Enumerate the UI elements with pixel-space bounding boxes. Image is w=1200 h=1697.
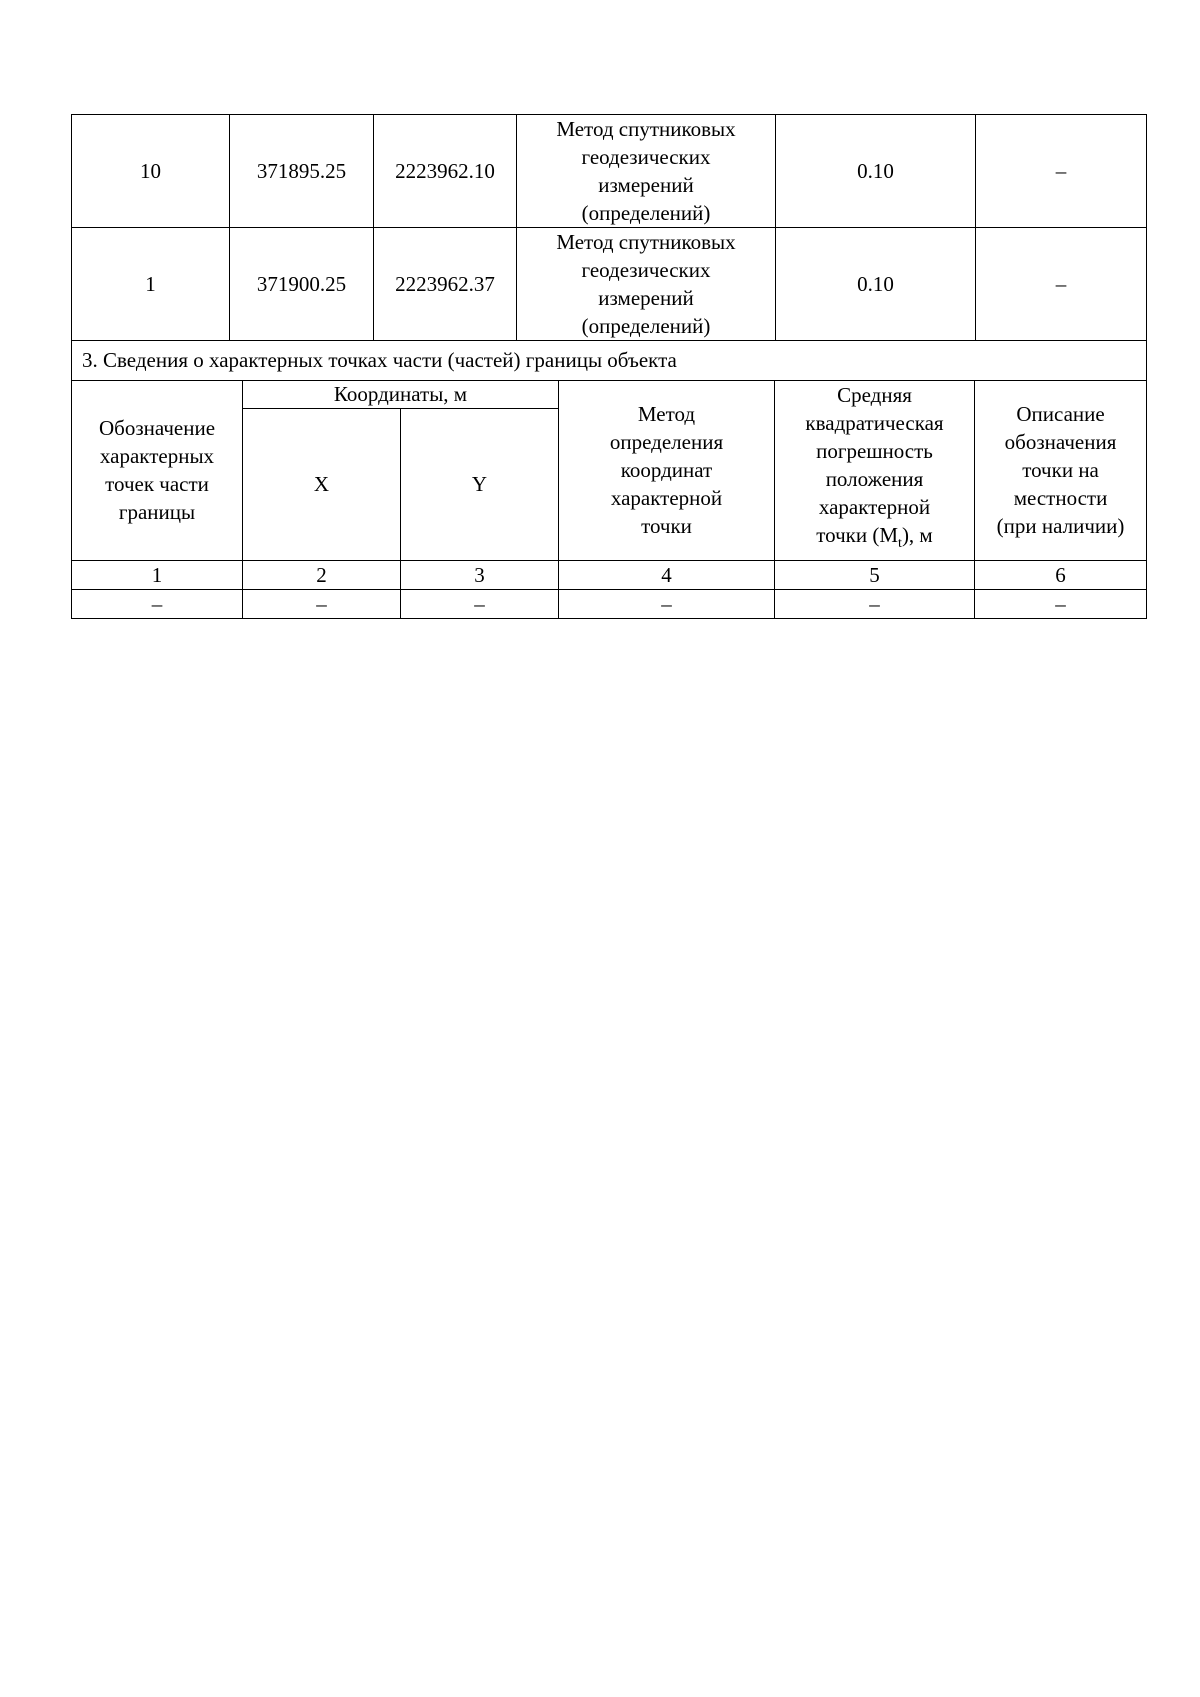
header-line: характерной bbox=[818, 495, 931, 520]
column-number: 5 bbox=[775, 560, 975, 589]
empty-cell: – bbox=[401, 589, 559, 618]
point-cell: 1 bbox=[72, 228, 230, 341]
description-cell: – bbox=[976, 115, 1147, 228]
section-title-row bbox=[72, 340, 1147, 380]
empty-cell: – bbox=[243, 589, 401, 618]
description-cell: – bbox=[976, 228, 1147, 341]
method-line: геодезических bbox=[581, 145, 711, 169]
header-text: ), м bbox=[901, 523, 933, 548]
accuracy-header bbox=[775, 380, 975, 560]
coordinates-header: Координаты, м bbox=[243, 380, 559, 408]
method-line: (определений) bbox=[581, 314, 711, 338]
method-line: Метод спутниковых bbox=[556, 230, 736, 254]
header-line: местности bbox=[1013, 486, 1108, 510]
header-line: характерной bbox=[610, 486, 723, 510]
empty-cell: – bbox=[775, 589, 975, 618]
subscript-text: t bbox=[898, 536, 902, 552]
column-number: 3 bbox=[401, 560, 559, 589]
header-line: границы bbox=[118, 500, 196, 524]
points-table bbox=[71, 114, 1147, 341]
empty-cell: – bbox=[72, 589, 243, 618]
method-line: измерений bbox=[598, 173, 694, 197]
section-title: 3. Сведения о характерных точках части (частей) границы объекта bbox=[72, 340, 1147, 380]
column-number: 6 bbox=[975, 560, 1147, 589]
method-line: измерений bbox=[598, 286, 694, 310]
header-line: точки bbox=[641, 514, 692, 538]
point-cell: 10 bbox=[72, 115, 230, 228]
table-row bbox=[72, 589, 1147, 618]
header-text: точки (M bbox=[816, 523, 899, 548]
empty-cell: – bbox=[975, 589, 1147, 618]
x-header: X bbox=[243, 408, 401, 560]
column-numbers-row bbox=[72, 560, 1147, 589]
header-line: Средняя bbox=[837, 383, 912, 408]
x-cell: 371895.25 bbox=[230, 115, 374, 228]
header-line: квадратическая bbox=[805, 411, 944, 436]
method-line: Метод спутниковых bbox=[556, 117, 736, 141]
method-header bbox=[559, 380, 775, 560]
accuracy-cell: 0.10 bbox=[776, 115, 976, 228]
header-line: обозначения bbox=[1004, 430, 1117, 454]
x-cell: 371900.25 bbox=[230, 228, 374, 341]
header-line: определения bbox=[609, 430, 724, 454]
document-page bbox=[71, 114, 1146, 619]
accuracy-cell: 0.10 bbox=[776, 228, 976, 341]
header-line: Описание bbox=[1016, 402, 1105, 426]
header-line-last bbox=[779, 521, 970, 558]
header-line: точки на bbox=[1022, 458, 1099, 482]
method-cell bbox=[517, 228, 776, 341]
header-line: характерных bbox=[99, 444, 215, 468]
section3-table bbox=[71, 340, 1147, 619]
header-line: Метод bbox=[637, 402, 696, 426]
y-header: Y bbox=[401, 408, 559, 560]
method-cell bbox=[517, 115, 776, 228]
column-number: 4 bbox=[559, 560, 775, 589]
header-line: погрешность bbox=[816, 439, 933, 464]
header-line: (при наличии) bbox=[996, 514, 1125, 538]
designation-header bbox=[72, 380, 243, 560]
header-line: координат bbox=[620, 458, 713, 482]
method-line: (определений) bbox=[581, 201, 711, 225]
column-number: 2 bbox=[243, 560, 401, 589]
table-row bbox=[72, 115, 1147, 228]
y-cell: 2223962.10 bbox=[374, 115, 517, 228]
header-line: Обозначение bbox=[98, 416, 216, 440]
empty-cell: – bbox=[559, 589, 775, 618]
column-number: 1 bbox=[72, 560, 243, 589]
y-cell: 2223962.37 bbox=[374, 228, 517, 341]
table-row bbox=[72, 228, 1147, 341]
header-row bbox=[72, 380, 1147, 408]
header-line: точек части bbox=[105, 472, 209, 496]
header-line: положения bbox=[825, 467, 924, 492]
description-header bbox=[975, 380, 1147, 560]
method-line: геодезических bbox=[581, 258, 711, 282]
